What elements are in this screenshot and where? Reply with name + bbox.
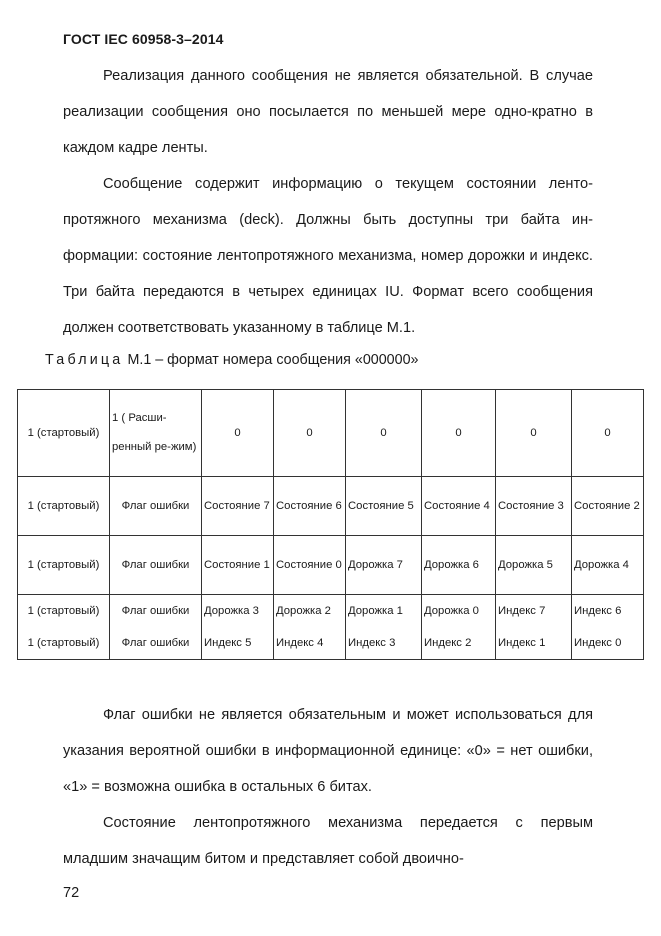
paragraph-2-text: Сообщение содержит информацию о текущем состоянии ленто-протяжного механизма (deck). Должны быть доступны три байта ин-формации: состояние лентопротяжного механизма, номер дорожки и индекс. Три байта передаются в четырех единицах IU. Формат всего сообщения должен соответствовать указанному в таблице М.1. [63,176,593,336]
table-cell-line-2: Индекс 3 [348,637,396,649]
table-row [18,536,644,595]
table-cell [18,595,110,660]
table-cell-text: Состояние 4 [424,499,490,512]
paragraph-1 [63,58,593,166]
table-row [18,595,644,660]
table-cell: 1 (стартовый) [18,390,110,477]
paragraph-4 [63,805,593,877]
table-caption-label: Таблица [45,352,124,368]
table-cell [202,595,274,660]
table-cell: Дорожка 6 [422,536,496,595]
table-cell-text: Состояние 6 [276,499,342,512]
table-cell-line-1: Дорожка 1 [348,605,403,617]
table-cell: Флаг ошибки [110,536,202,595]
table-cell-line-1: Флаг ошибки [121,605,190,617]
table-caption-title: М.1 – формат номера сообщения «000000» [123,352,419,368]
table-cell [110,595,202,660]
table-cell-text: Состояние 1 [204,558,270,571]
table-cell-text: 1 ( Расши-ренный ре-жим) [112,412,197,453]
page-number: 72 [63,885,80,901]
table-cell [274,536,346,595]
table-cell [422,477,496,536]
table-cell-line-1: Дорожка 3 [204,605,259,617]
table-cell: Состояние 5 [346,477,422,536]
table-cell: 0 [572,390,644,477]
table-cell: Дорожка 4 [572,536,644,595]
table-cell: 0 [496,390,572,477]
table-cell: 1 (стартовый) [18,536,110,595]
table-cell [496,595,572,660]
paragraph-3-text: Флаг ошибки не является обязательным и может использоваться для указания вероятной ошибки в информационной единице: «0» = нет ошибки, «1» = возможна ошибка в остальных 6 битах. [63,707,593,795]
table-cell-text: Состояние 2 [574,499,640,512]
table-cell-line-1: Индекс 6 [574,605,622,617]
table-row [18,477,644,536]
table-cell [422,595,496,660]
table-cell-line-2: 1 (стартовый) [27,637,100,649]
table-cell: Состояние 3 [496,477,572,536]
paragraph-4-text: Состояние лентопротяжного механизма передается с первым младшим значащим битом и представляет собой двоично- [63,815,593,867]
document-header: ГОСТ IEC 60958-3–2014 [63,31,224,47]
table-cell-line-1: Индекс 7 [498,605,546,617]
table-cell [572,477,644,536]
table-cell: 0 [346,390,422,477]
table-cell-line-2: Флаг ошибки [121,637,190,649]
table-cell [346,595,422,660]
table-cell-text: Состояние 7 [204,499,270,512]
table-cell-line-2: Индекс 5 [204,637,252,649]
table-cell-text: Состояние 0 [276,558,342,571]
paragraph-2 [63,166,593,346]
table-row [18,390,644,477]
table-cell-line-2: Индекс 1 [498,637,546,649]
table-cell-line-2: Индекс 4 [276,637,324,649]
table-cell [572,595,644,660]
table-cell: 0 [422,390,496,477]
table-cell [202,477,274,536]
table-cell-line-2: Индекс 0 [574,637,622,649]
table-cell-line-1: Дорожка 2 [276,605,331,617]
table-cell: 0 [274,390,346,477]
table-cell-line-1: Дорожка 0 [424,605,479,617]
table-cell [274,477,346,536]
table-cell [274,595,346,660]
table-cell: Флаг ошибки [110,477,202,536]
table-cell-line-2: Индекс 2 [424,637,472,649]
message-format-table [17,389,644,660]
table-cell: 0 [202,390,274,477]
paragraph-1-text: Реализация данного сообщения не является обязательной. В случае реализации сообщения оно посылается по меньшей мере одно-кратно в каждом кадре ленты. [63,68,593,156]
table-cell-line-1: 1 (стартовый) [27,605,100,617]
table-cell: Дорожка 7 [346,536,422,595]
table-cell: 1 (стартовый) [18,477,110,536]
paragraph-3 [63,697,593,805]
table-caption [45,352,418,368]
table-cell [202,536,274,595]
table-cell [110,390,202,477]
table-cell: Дорожка 5 [496,536,572,595]
